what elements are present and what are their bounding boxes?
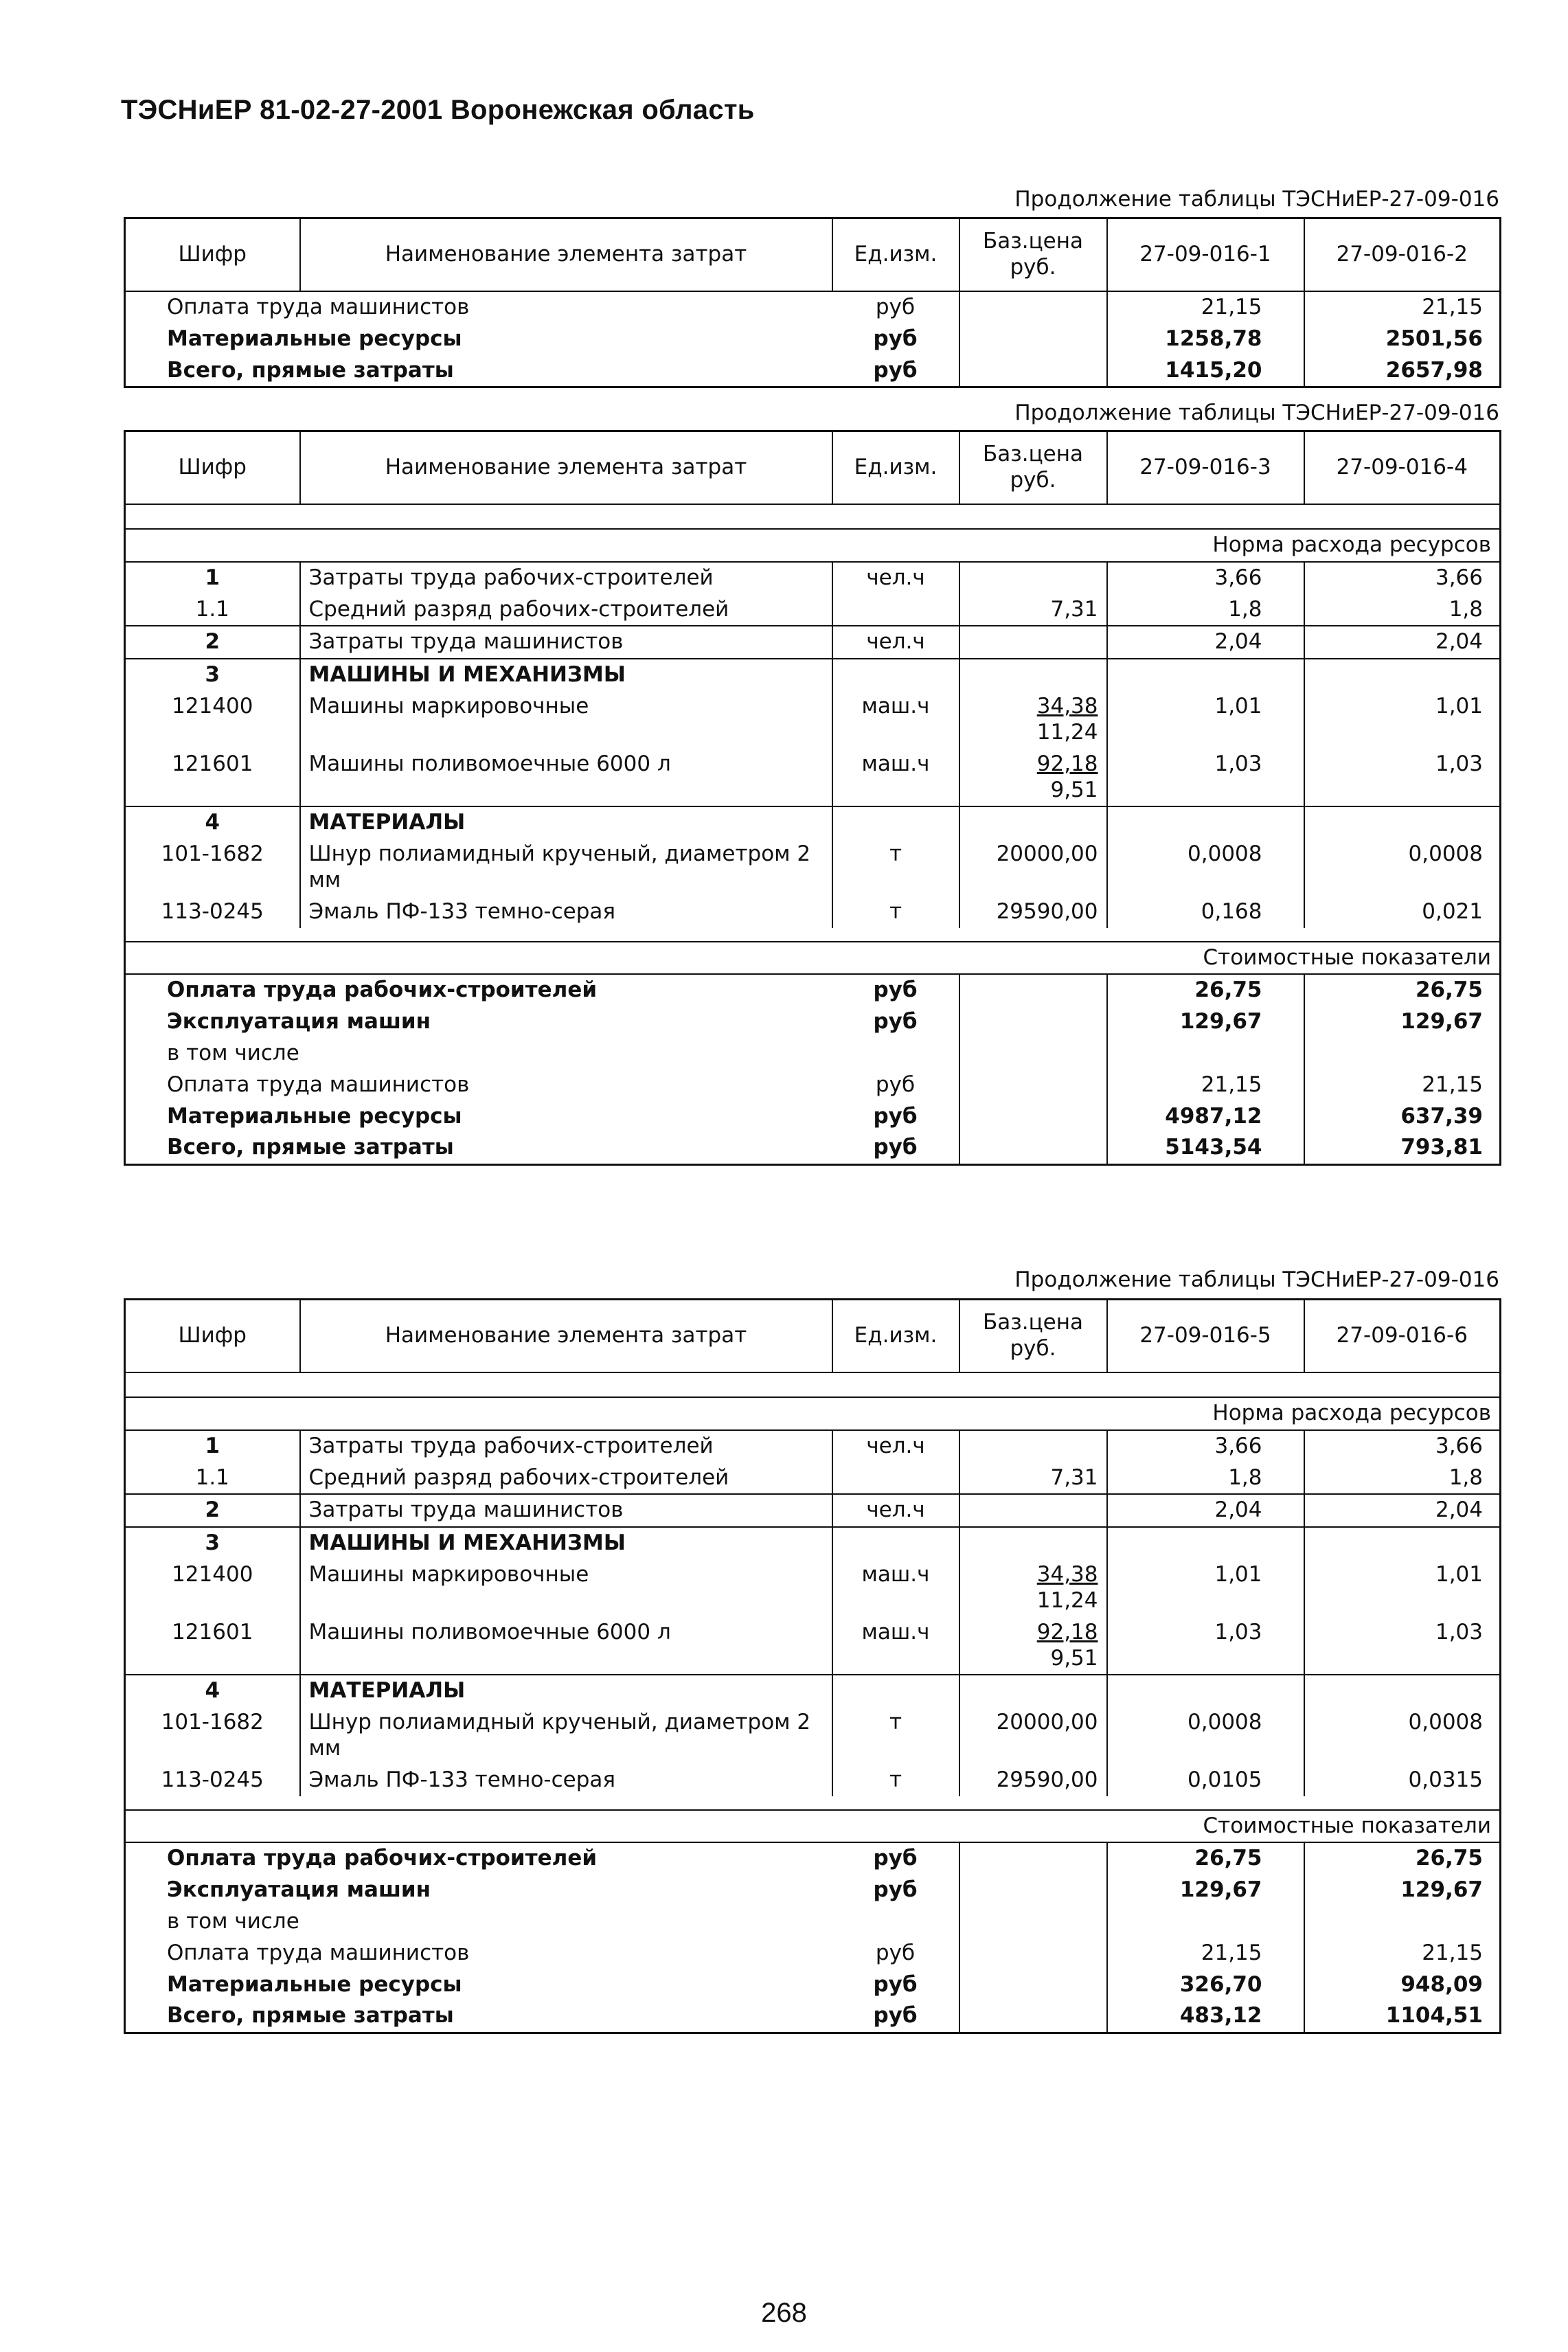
table-header-row — [125, 1300, 1501, 1373]
table-row: 3 МАШИНЫ И МЕХАНИЗМЫ — [125, 1527, 1501, 1559]
summary-label: Материальные ресурсы — [167, 326, 462, 351]
summary-row: в том числе — [125, 1906, 1501, 1938]
section-norm: Норма расхода ресурсов — [125, 529, 1501, 562]
table-row: 113-0245 Эмаль ПФ-133 темно-серая т 29590,00 0,168 0,021 — [125, 896, 1501, 928]
summary-unit: руб — [832, 291, 959, 324]
table-row: 1.1 Средний разряд рабочих-строителей 7,31 1,8 1,8 — [125, 594, 1501, 626]
summary-label: Всего, прямые затраты — [167, 357, 454, 383]
header-code: Шифр — [125, 1300, 300, 1373]
header-name: Наименование элемента затрат — [300, 218, 832, 292]
table-row: 4 МАТЕРИАЛЫ — [125, 1675, 1501, 1707]
header-name: Наименование элемента затрат — [300, 1300, 832, 1373]
header-code: Шифр — [125, 431, 300, 505]
header-code: Шифр — [125, 218, 300, 292]
section-cost: Стоимостные показатели — [125, 942, 1501, 975]
summary-row: Всего, прямые затраты руб 483,12 1104,51 — [125, 2000, 1501, 2033]
section-cost: Стоимостные показатели — [125, 1810, 1501, 1843]
table-row: 3 МАШИНЫ И МЕХАНИЗМЫ — [125, 659, 1501, 691]
estimate-table-2 — [124, 430, 1501, 1166]
continuation-note-1: Продолжение таблицы ТЭСНиЕР-27-09-016 — [1014, 187, 1499, 212]
page-number: 268 — [761, 2298, 807, 2328]
summary-row: Материальные ресурсы руб 4987,12 637,39 — [125, 1101, 1501, 1133]
table-row: 101-1682 Шнур полиамидный крученый, диаметром 2 мм т 20000,00 0,0008 0,0008 — [125, 1707, 1501, 1765]
table-row: 121400 Машины маркировочные маш.ч 34,38 11,24 1,01 1,01 — [125, 1559, 1501, 1617]
table-row: 1 Затраты труда рабочих-строителей чел.ч 3,66 3,66 — [125, 1430, 1501, 1462]
summary-unit: руб — [832, 355, 959, 387]
summary-row: Эксплуатация машин руб 129,67 129,67 — [125, 1006, 1501, 1038]
summary-value-b: 2657,98 — [1385, 357, 1483, 383]
summary-value-a: 21,15 — [1107, 291, 1304, 324]
header-price: Баз.цена руб. — [959, 431, 1107, 505]
summary-row: Оплата труда рабочих-строителей руб 26,75 26,75 — [125, 1842, 1501, 1875]
summary-label: Оплата труда машинистов — [167, 295, 470, 319]
table-header-row — [125, 431, 1501, 505]
header-name: Наименование элемента затрат — [300, 431, 832, 505]
table-row: 4 МАТЕРИАЛЫ — [125, 806, 1501, 839]
estimate-table-1 — [124, 217, 1501, 388]
table-row: 121601 Машины поливомоечные 6000 л маш.ч 92,18 9,51 1,03 1,03 — [125, 749, 1501, 807]
summary-row: в том числе — [125, 1038, 1501, 1070]
summary-row: Оплата труда машинистов руб 21,15 21,15 — [125, 1070, 1501, 1101]
header-col-a: 27-09-016-1 — [1107, 218, 1304, 292]
page-title: ТЭСНиЕР 81-02-27-2001 Воронежская область — [121, 95, 755, 125]
header-col-a: 27-09-016-5 — [1107, 1300, 1304, 1373]
header-unit: Ед.изм. — [832, 218, 959, 292]
table-row: 101-1682 Шнур полиамидный крученый, диаметром 2 мм т 20000,00 0,0008 0,0008 — [125, 839, 1501, 896]
summary-row: Оплата труда рабочих-строителей руб 26,75 26,75 — [125, 974, 1501, 1006]
header-col-a: 27-09-016-3 — [1107, 431, 1304, 505]
header-price: Баз.цена руб. — [959, 218, 1107, 292]
summary-row — [125, 291, 1501, 324]
header-col-b: 27-09-016-4 — [1304, 431, 1501, 505]
table-row: 113-0245 Эмаль ПФ-133 темно-серая т 29590,00 0,0105 0,0315 — [125, 1765, 1501, 1796]
table-header-row — [125, 218, 1501, 292]
summary-value-b: 2501,56 — [1385, 326, 1483, 351]
table-row: 121601 Машины поливомоечные 6000 л маш.ч 92,18 9,51 1,03 1,03 — [125, 1617, 1501, 1675]
summary-row: Материальные ресурсы руб 326,70 948,09 — [125, 1969, 1501, 2001]
summary-row — [125, 324, 1501, 355]
header-unit: Ед.изм. — [832, 1300, 959, 1373]
table-row: 2 Затраты труда машинистов чел.ч 2,04 2,04 — [125, 626, 1501, 659]
summary-value-a: 1415,20 — [1107, 355, 1304, 387]
summary-value-b: 21,15 — [1422, 295, 1483, 319]
header-col-b: 27-09-016-6 — [1304, 1300, 1501, 1373]
continuation-note-3: Продолжение таблицы ТЭСНиЕР-27-09-016 — [1014, 1267, 1499, 1292]
summary-row: Всего, прямые затраты руб 5143,54 793,81 — [125, 1132, 1501, 1164]
continuation-note-2: Продолжение таблицы ТЭСНиЕР-27-09-016 — [1014, 400, 1499, 425]
summary-row: Эксплуатация машин руб 129,67 129,67 — [125, 1875, 1501, 1906]
table-row: 1.1 Средний разряд рабочих-строителей 7,31 1,8 1,8 — [125, 1462, 1501, 1495]
summary-value-a: 1258,78 — [1107, 324, 1304, 355]
summary-unit: руб — [832, 324, 959, 355]
header-unit: Ед.изм. — [832, 431, 959, 505]
section-norm: Норма расхода ресурсов — [125, 1397, 1501, 1430]
estimate-table-3 — [124, 1298, 1501, 2034]
table-row: 2 Затраты труда машинистов чел.ч 2,04 2,04 — [125, 1494, 1501, 1527]
summary-row: Оплата труда машинистов руб 21,15 21,15 — [125, 1938, 1501, 1969]
table-row: 121400 Машины маркировочные маш.ч 34,38 11,24 1,01 1,01 — [125, 691, 1501, 749]
header-col-b: 27-09-016-2 — [1304, 218, 1501, 292]
table-row: 1 Затраты труда рабочих-строителей чел.ч 3,66 3,66 — [125, 562, 1501, 594]
header-price: Баз.цена руб. — [959, 1300, 1107, 1373]
summary-row — [125, 355, 1501, 387]
